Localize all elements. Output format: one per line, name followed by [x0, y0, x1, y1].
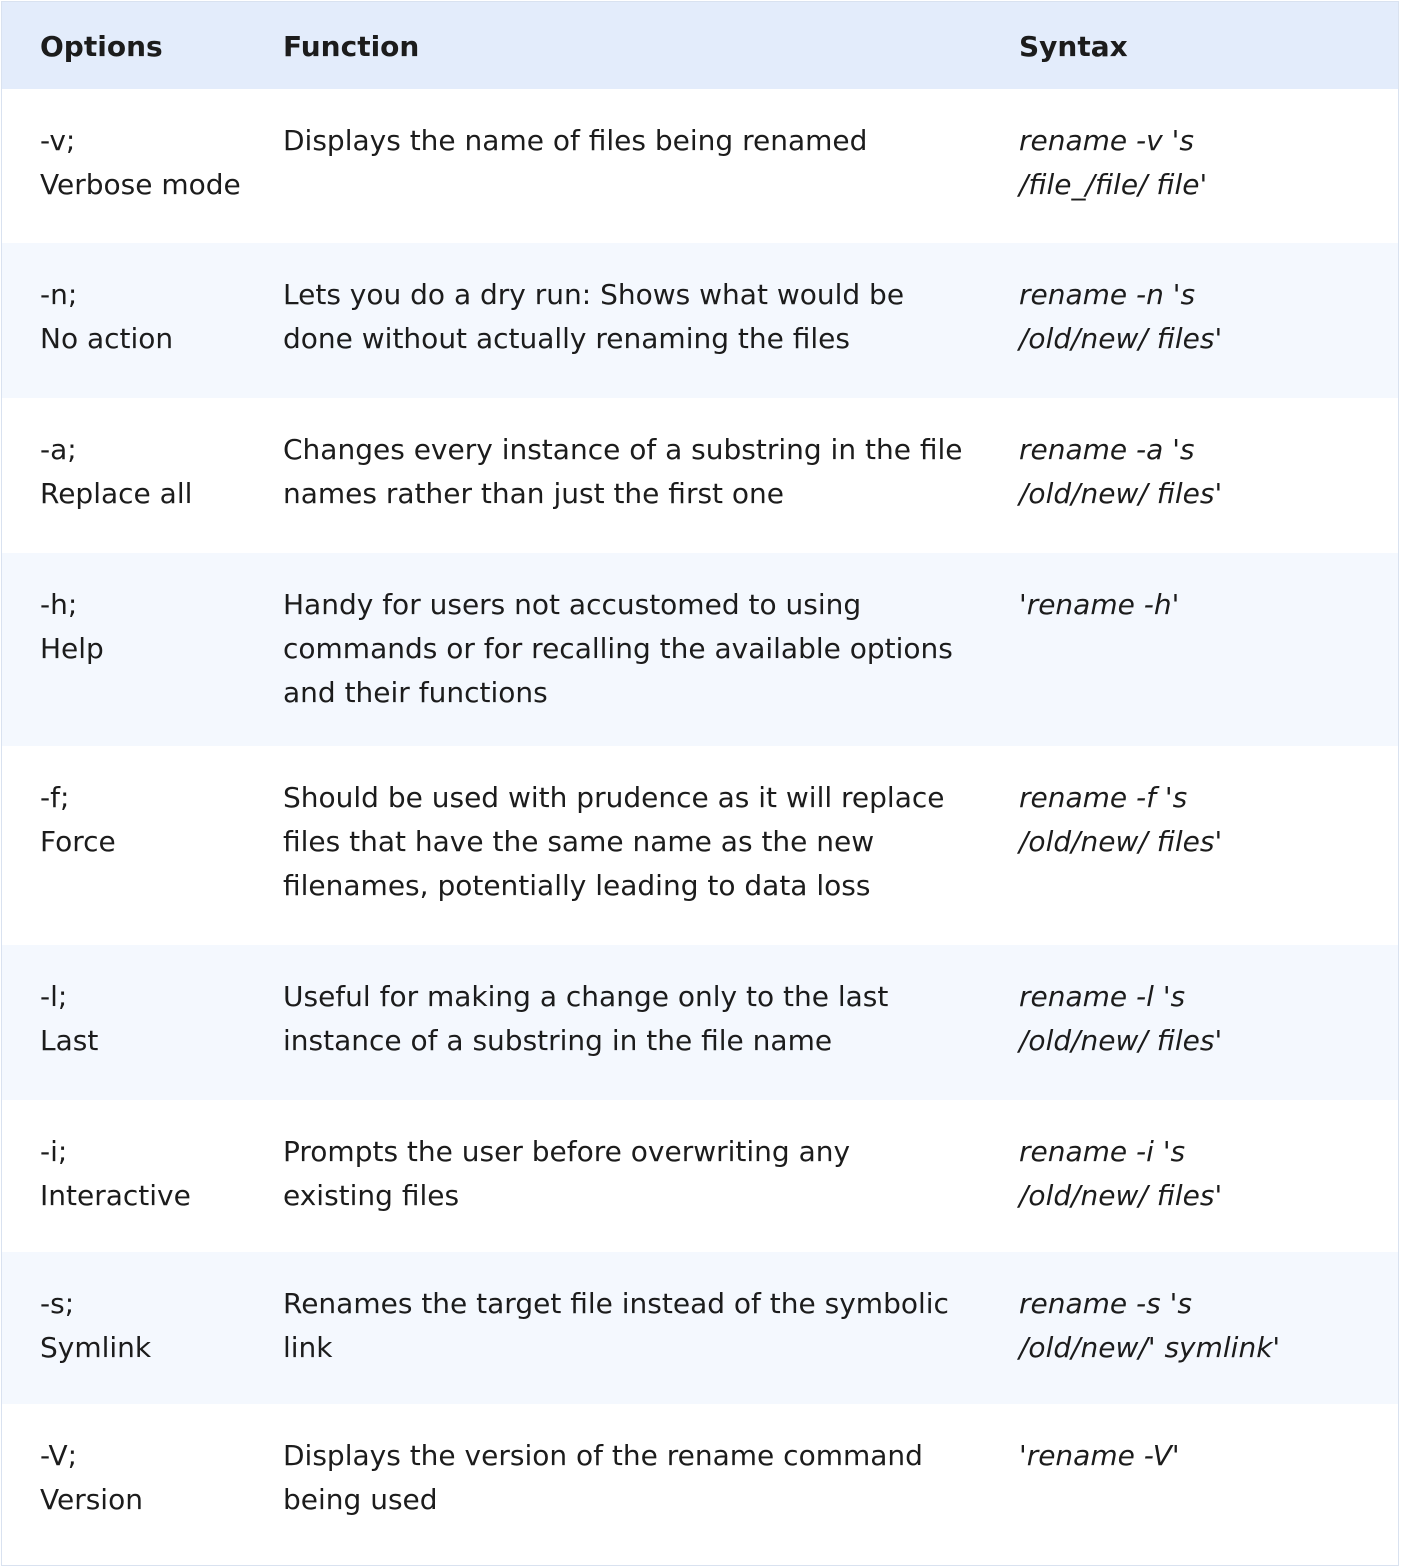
option-flag: -s;	[40, 1287, 75, 1320]
function-text: Renames the target file instead of the symbolic	[283, 1287, 949, 1320]
function-text: filenames, potentially leading to data loss	[283, 869, 871, 902]
syntax-cell	[1019, 1404, 1398, 1562]
option-name: Force	[40, 825, 116, 858]
function-cell	[283, 243, 1019, 398]
function-text: Changes every instance of a substring in the file	[283, 433, 963, 466]
syntax-text: rename -v 's	[1019, 124, 1194, 157]
header-options: Options	[2, 2, 283, 89]
function-cell	[283, 746, 1019, 945]
syntax-text: rename -f 's	[1019, 781, 1188, 814]
function-text: Useful for making a change only to the last	[283, 980, 889, 1013]
function-text: Displays the name of files being renamed	[283, 124, 868, 157]
syntax-text: 'rename -V'	[1019, 1439, 1180, 1472]
option-flag: -l;	[40, 980, 68, 1013]
function-text: Displays the version of the rename command	[283, 1439, 923, 1472]
function-text: done without actually renaming the files	[283, 322, 850, 355]
option-name: Version	[40, 1483, 143, 1516]
function-text: names rather than just the first one	[283, 477, 785, 510]
option-cell	[2, 398, 283, 553]
syntax-cell	[1019, 89, 1398, 243]
option-flag: -n;	[40, 278, 78, 311]
syntax-text: rename -a 's	[1019, 433, 1195, 466]
function-cell	[283, 1252, 1019, 1404]
option-name: Verbose mode	[40, 168, 241, 201]
option-cell	[2, 243, 283, 398]
function-text: link	[283, 1331, 333, 1364]
function-cell	[283, 1404, 1019, 1562]
option-cell	[2, 1404, 283, 1562]
function-text: and their functions	[283, 676, 548, 709]
option-flag: -V;	[40, 1439, 78, 1472]
option-name: No action	[40, 322, 174, 355]
option-cell	[2, 945, 283, 1100]
syntax-text: /old/new/ files'	[1019, 1179, 1223, 1212]
function-text: Should be used with prudence as it will replace	[283, 781, 945, 814]
option-flag: -i;	[40, 1135, 68, 1168]
syntax-text: rename -s 's	[1019, 1287, 1192, 1320]
options-table	[1, 1, 1399, 1566]
function-text: being used	[283, 1483, 438, 1516]
option-name: Last	[40, 1024, 99, 1057]
options-grid	[2, 2, 1398, 1562]
header-syntax: Syntax	[1019, 2, 1398, 89]
header-function: Function	[283, 2, 1019, 89]
function-text: Handy for users not accustomed to using	[283, 588, 862, 621]
option-cell	[2, 1252, 283, 1404]
function-text: instance of a substring in the file name	[283, 1024, 833, 1057]
option-flag: -f;	[40, 781, 70, 814]
function-cell	[283, 945, 1019, 1100]
option-name: Help	[40, 632, 104, 665]
syntax-text: rename -l 's	[1019, 980, 1186, 1013]
syntax-text: /old/new/ files'	[1019, 1024, 1223, 1057]
function-text: commands or for recalling the available options	[283, 632, 953, 665]
function-cell	[283, 1100, 1019, 1252]
option-cell	[2, 746, 283, 945]
option-flag: -h;	[40, 588, 78, 621]
function-text: files that have the same name as the new	[283, 825, 875, 858]
function-cell	[283, 398, 1019, 553]
option-cell	[2, 89, 283, 243]
syntax-text: /old/new/' symlink'	[1019, 1331, 1281, 1364]
syntax-text: /old/new/ files'	[1019, 322, 1223, 355]
syntax-cell	[1019, 1100, 1398, 1252]
syntax-cell	[1019, 553, 1398, 746]
syntax-cell	[1019, 398, 1398, 553]
function-text: existing files	[283, 1179, 460, 1212]
option-cell	[2, 553, 283, 746]
function-cell	[283, 89, 1019, 243]
syntax-text: rename -i 's	[1019, 1135, 1186, 1168]
option-cell	[2, 1100, 283, 1252]
syntax-text: /old/new/ files'	[1019, 825, 1223, 858]
option-name: Replace all	[40, 477, 193, 510]
syntax-text: rename -n 's	[1019, 278, 1196, 311]
syntax-cell	[1019, 746, 1398, 945]
option-flag: -v;	[40, 124, 76, 157]
syntax-cell	[1019, 243, 1398, 398]
syntax-text: /old/new/ files'	[1019, 477, 1223, 510]
option-name: Symlink	[40, 1331, 152, 1364]
option-name: Interactive	[40, 1179, 191, 1212]
syntax-cell	[1019, 945, 1398, 1100]
option-flag: -a;	[40, 433, 77, 466]
syntax-cell	[1019, 1252, 1398, 1404]
syntax-text: 'rename -h'	[1019, 588, 1180, 621]
function-cell	[283, 553, 1019, 746]
syntax-text: /file_/file/ file'	[1019, 168, 1208, 201]
function-text: Lets you do a dry run: Shows what would be	[283, 278, 905, 311]
function-text: Prompts the user before overwriting any	[283, 1135, 851, 1168]
